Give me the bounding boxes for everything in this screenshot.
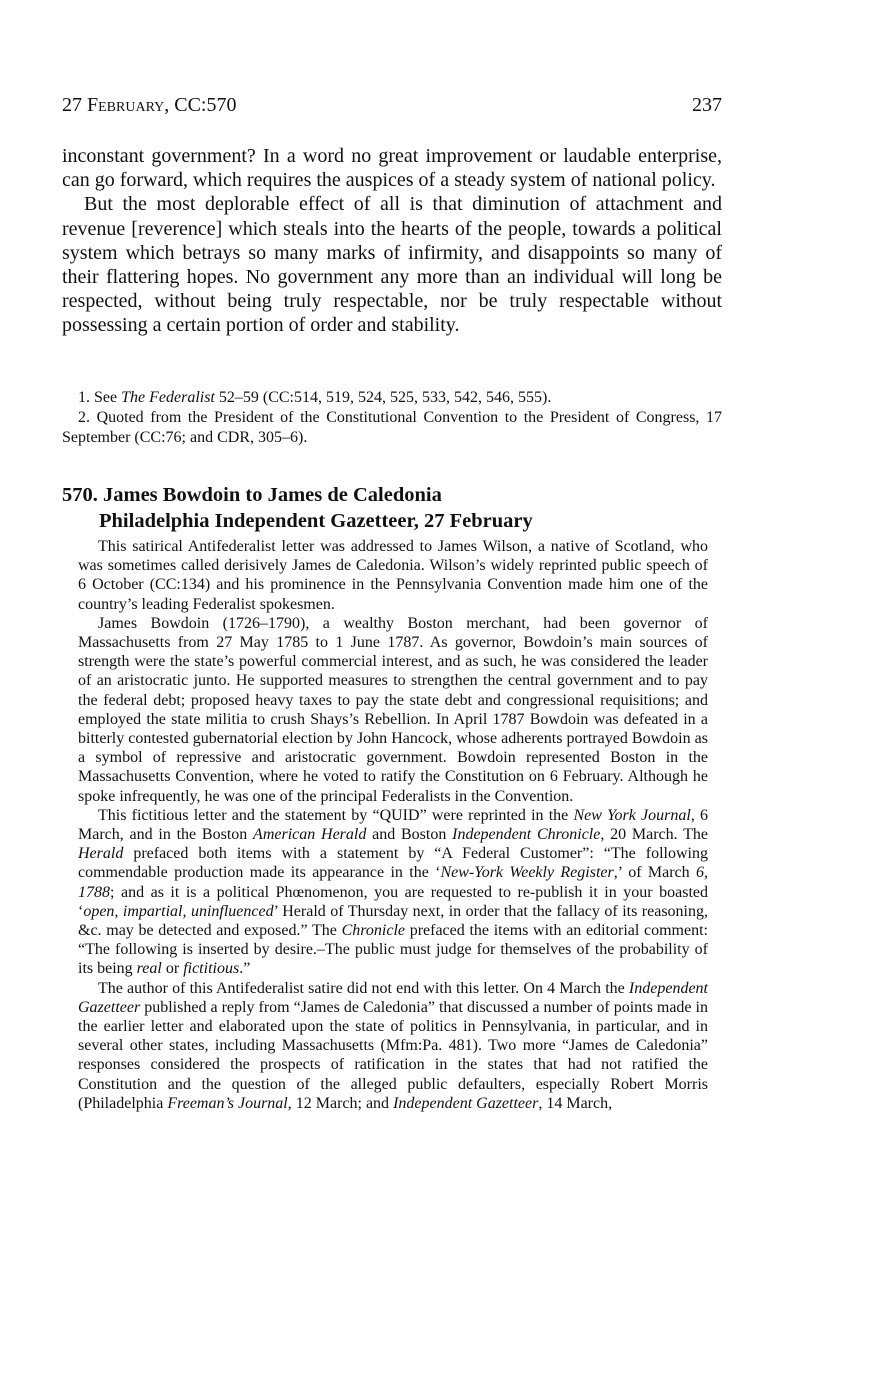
- footnote-2: 2. Quoted from the President of the Constitutional Convention to the President of Congress, 17 September (CC:76; and CDR, 305–6).: [62, 409, 722, 446]
- text-run: ; and as it is a political Phœnomenon, you are requested to re-publish it in your boasted ‘: [78, 883, 708, 920]
- footnote-1: [62, 388, 722, 408]
- italic-run: Herald: [78, 845, 124, 863]
- running-head: [62, 94, 722, 124]
- text-run: , 6 March, and in the Boston: [78, 806, 709, 844]
- document-title-line: [62, 482, 722, 508]
- document-number: 570.: [62, 484, 98, 506]
- body-paragraph-continued: inconstant government? In a word no great improvement or laudable enterprise, can go forward, which requires the auspices of a steady system of national policy.: [62, 145, 722, 192]
- text-run: , 20 March. The: [600, 826, 709, 844]
- headnote-paragraph-1: This satirical Antifederalist letter was addressed to James Wilson, a native of Scotland, who was sometimes called derisively James de Caledonia. Wilson’s widely reprinted public speech of 6 October (CC:134) and his prominence in the Pennsylvania Convention made him one of the country’s leading Federalist spokesmen.: [78, 538, 708, 613]
- text-run: , 14 March,: [538, 1094, 613, 1112]
- text-run: published a reply from “James de Caledonia” that discussed a number of points made in the earlier letter and elaborated upon the state of politics in Pennsylvania, in particular, and in several other states, including Massachusetts (Mfm:Pa. 481). Two more “James de Caledonia” responses considered the prospects of ratification in the states that had not ratified the Constitution and the question of the alleged public defaulters, especially Robert Morris (Philadelphia: [78, 998, 708, 1112]
- document-title: James Bowdoin to James de Caledonia: [103, 484, 442, 506]
- italic-run: New York Journal: [573, 806, 691, 824]
- italic-run: Freeman’s Journal: [167, 1094, 288, 1112]
- headnote-paragraph-3: [78, 806, 708, 979]
- text-run: ’ Herald of Thursday next, in order that the fallacy of its reasoning, &c. may be detected and exposed.” The: [78, 902, 708, 940]
- text-run: .”: [239, 960, 251, 978]
- italic-run: real: [136, 960, 162, 978]
- italic-run: Independent Chronicle: [452, 826, 601, 844]
- text-run: This fictitious letter and the statement by “QUID” were reprinted in the: [98, 806, 574, 824]
- italic-run: New-York Weekly Register: [440, 864, 614, 882]
- italic-run: American Herald: [253, 826, 367, 844]
- page-number: 237: [692, 94, 722, 116]
- document-subtitle: Philadelphia Independent Gazetteer, 27 February: [99, 510, 533, 532]
- text-run: prefaced the items with an editorial comment: “The following is inserted by desire.–The public must judge for themselves of the probability of its being: [78, 922, 708, 978]
- footnote-1-refs: 52–59 (CC:514, 519, 524, 525, 533, 542, 546, 555).: [214, 389, 552, 406]
- footnote-1-italic: The Federalist: [121, 389, 215, 406]
- running-head-month: February: [87, 94, 165, 116]
- italic-run: Independent Gazetteer: [78, 979, 708, 1016]
- italic-run: Independent Gazetteer: [393, 1094, 539, 1112]
- body-paragraph: But the most deplorable effect of all is that diminution of attachment and revenue [reverence] which steals into the hearts of the people, towards a political system which betrays so many marks of infirmity, and disappoints so many of their flattering hopes. No government any more than an individual will long be respected, without being truly respectable, nor be truly respectable without possessing a certain portion of order and stability.: [62, 193, 722, 337]
- running-head-day: 27: [62, 94, 87, 116]
- text-run: prefaced both items with a statement by “A Federal Customer”: “The following commendable production made its appearance in the ‘: [78, 845, 708, 882]
- text-run: ,’ of March: [613, 864, 696, 882]
- headnote: [78, 537, 708, 1113]
- running-head-cc: , CC:570: [164, 94, 237, 116]
- italic-run: open, impartial, uninfluenced: [83, 902, 274, 920]
- text-run: , 12 March; and: [287, 1094, 394, 1112]
- body-text: [62, 144, 722, 338]
- running-head-date: [62, 94, 237, 117]
- footnote-1-text: 1. See: [78, 389, 122, 406]
- document-heading: [62, 482, 722, 534]
- headnote-paragraph-4: [78, 979, 708, 1113]
- headnote-paragraph-2: James Bowdoin (1726–1790), a wealthy Boston merchant, had been governor of Massachusetts from 27 May 1785 to 1 June 1787. As governor, Bowdoin’s main sources of strength were the state’s powerful commercial interest, and as such, he was considered the leader of an aristocratic junto. He supported measures to strengthen the central government and to pay the federal debt; proposed heavy taxes to pay the state debt and congressional requisitions; and employed the state militia to crush Shays’s Rebellion. In April 1787 Bowdoin was defeated in a bitterly contested gubernatorial election by John Hancock, whose adherents portrayed Bowdoin as a symbol of repressive and aristocratic government. Bowdoin represented Boston in the Massachusetts Convention, where he voted to ratify the Constitution on 6 February. Although he spoke infrequently, he was one of the principal Federalists in the Convention.: [78, 614, 708, 805]
- italic-run: 6, 1788: [78, 864, 708, 901]
- italic-run: fictitious: [183, 960, 240, 978]
- text-run: and Boston: [366, 826, 453, 844]
- text-run: or: [161, 960, 184, 978]
- footnotes: [62, 388, 722, 448]
- italic-run: Chronicle: [341, 922, 405, 940]
- text-run: The author of this Antifederalist satire did not end with this letter. On 4 March the: [98, 979, 629, 997]
